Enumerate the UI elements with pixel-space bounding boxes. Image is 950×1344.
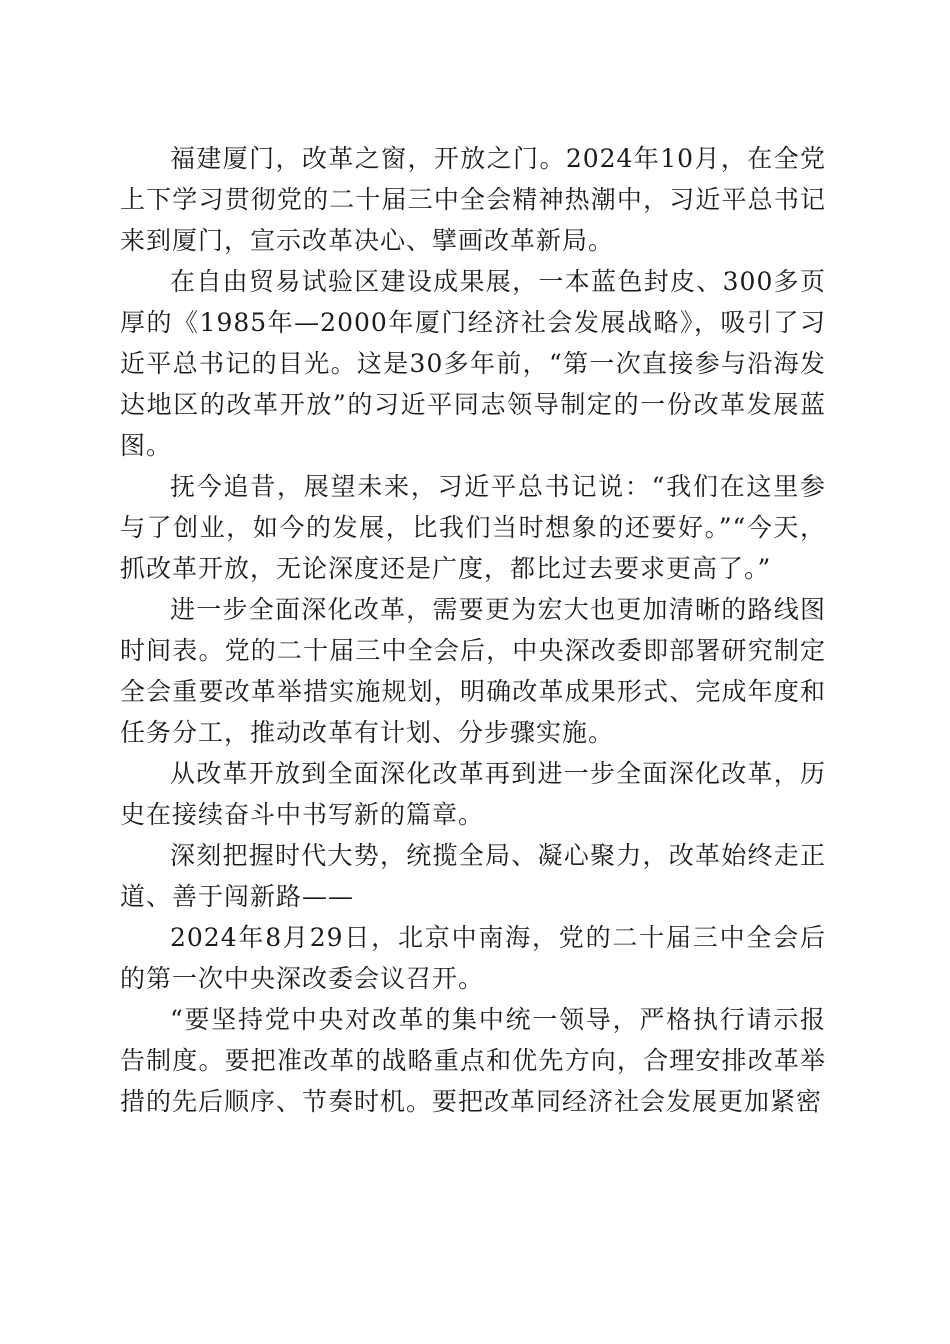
paragraph-7: 2024年8月29日，北京中南海，党的二十届三中全会后的第一次中央深改委会议召开。	[120, 923, 826, 993]
paragraph-2: 在自由贸易试验区建设成果展，一本蓝色封皮、300多页厚的《1985年—2000年厦门经济社会发展战略》，吸引了习近平总书记的目光。这是30多年前，“第一次直接参与沿海发达地区的改革开放”的习近平同志领导制定的一份改革发展蓝图。	[120, 267, 826, 460]
paragraph-6: 深刻把握时代大势，统揽全局、凝心聚力，改革始终走正道、善于闯新路——	[120, 841, 826, 911]
paragraph-5: 从改革开放到全面深化改革再到进一步全面深化改革，历史在接续奋斗中书写新的篇章。	[120, 759, 826, 829]
paragraph-1: 福建厦门，改革之窗，开放之门。2024年10月，在全党上下学习贯彻党的二十届三中全会精神热潮中，习近平总书记来到厦门，宣示改革决心、擘画改革新局。	[120, 144, 826, 255]
paragraph-3: 抚今追昔，展望未来，习近平总书记说：“我们在这里参与了创业，如今的发展，比我们当时想象的还要好。”“今天，抓改革开放，无论深度还是广度，都比过去要求更高了。”	[120, 472, 826, 583]
paragraph-8: “要坚持党中央对改革的集中统一领导，严格执行请示报告制度。要把准改革的战略重点和优先方向，合理安排改革举措的先后顺序、节奏时机。要把改革同经济社会发展更加紧密	[120, 1005, 826, 1116]
paragraph-4: 进一步全面深化改革，需要更为宏大也更加清晰的路线图时间表。党的二十届三中全会后，中央深改委即部署研究制定全会重要改革举措实施规划，明确改革成果形式、完成年度和任务分工，推动改革有计划、分步骤实施。	[120, 595, 826, 747]
article-body	[120, 138, 826, 1122]
